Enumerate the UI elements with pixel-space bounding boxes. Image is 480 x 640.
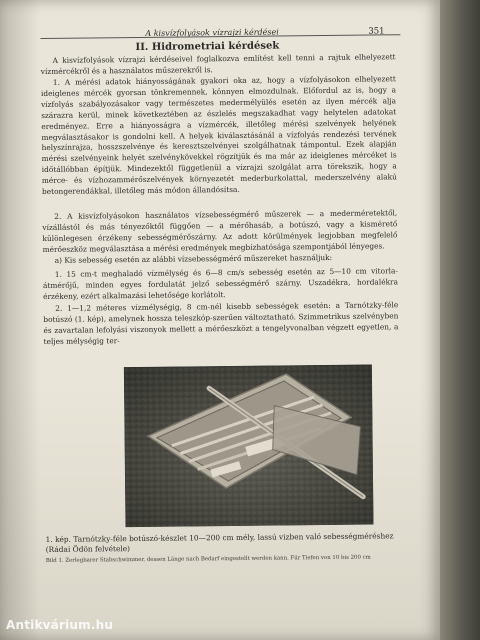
photo-caption: 1. kép. Tarnótzky-féle botúszó-készlet 10—200 cm mély, lassú vizben való sebességméréshez (Rádai Ödön felvétele)	[45, 531, 394, 554]
paragraph-1: 1. A mérési adatok hiányosságának gyakori oka az, hogy a vízfolyásokon elhelyezett ideiglenes mércék gyorsan tönkremennek, könnyen elmozdulnak. Előfordul az is, hogy a vízfolyás szabályozásakor vagy természetes medermélyülés esetén az ilyen mércék alja szárazra kerül, minek következtében az észlelés megszakadhat vagy helytelen adatokat eredményez. Erre a hiányosságra a vízmércék, illetőleg mérési szelvények helyének megválasztásakor is gondolni kell. A helyek kiválasztásánál a vízfolyás rendezési tervének helyszínrajza, hosszszelvénye és keresztszelvényei szolgálhatnak támpontul. Ezek alapján mérési szelvényeink helyét szelvénykövekkel rögzítjük és ma már az ideiglenes mércéket is időtállóbban építjük. Mindezektől függetlenül a vízrajzi szolgálat arra törekszik, hogy a mérce- és vízhozammérőszelvények környezetét mederburkolattal, mederszelvény alakú betongerendákkal, illetőleg más módon állandósítsa.	[40, 74, 397, 197]
intro-paragraph: A kisvízfolyások vízrajzi kérdéseivel foglalkozva említést kell tenni a rajtuk elhelyezett vízmércékről és a használatos műszerekről is.	[40, 52, 396, 76]
photo-caption-german: Bild 1. Zerlegbarer Stabschwimmer, dessen Länge nach Bedarf eingestellt werden kann. Für Tiefen von 10 bis 200 cm	[45, 554, 371, 564]
paragraph-a: a) Kis sebesség esetén az alábbi vízsebességmérő műszereket használjuk:	[54, 252, 333, 265]
paragraph-a1: 1. 15 cm-t meghaladó vízmélység és 6—8 cm/s sebesség esetén az 5—10 cm vitorla-átmérőjű, minden egyes fordulatát jelző sebességmérő szárny. Uszadékra, hordalékra érzékeny, ezért alkalmazási lehetősége korlátolt.	[42, 266, 399, 301]
paragraph-2: 2. A kisvízfolyásokon használatos vízsebességmérő műszerek — a mederméretektől, vízállástól és más tényezőktől függően — a mérőhasáb, a botúszó, vagy a kismérető különlegesen érzékeny sebességmérőszárny. Az adott körülmények legjobban megfelelő mérőeszköz megválasztása a mérési eredmények megbízhatósága szempontjából lényeges.	[42, 208, 398, 254]
photo-float-rod-set	[124, 365, 374, 528]
page-number: 351	[368, 26, 385, 37]
paragraph-a2: 2. 1—1,2 méteres vízmélységig, 8 cm-nél kisebb sebességek esetén: a Tarnótzky-féle botúszó (1. kép), amelynek hossza teleszkóp-szerűen változtatható. Szimmetrikus szelvényben és zavartalan lefolyási viszonyok mellett a mérőeszközt a tengelyvonalban végzett egyetlen, a teljes mélységig ter-	[43, 300, 399, 346]
book-spine-edge	[440, 0, 480, 640]
watermark: Antikvárium.hu	[6, 618, 114, 632]
running-header: A kisvízfolyások vízrajzi kérdései	[145, 27, 279, 38]
photo-image	[124, 365, 374, 528]
section-title: II. Hidrometriai kérdések	[135, 40, 280, 54]
